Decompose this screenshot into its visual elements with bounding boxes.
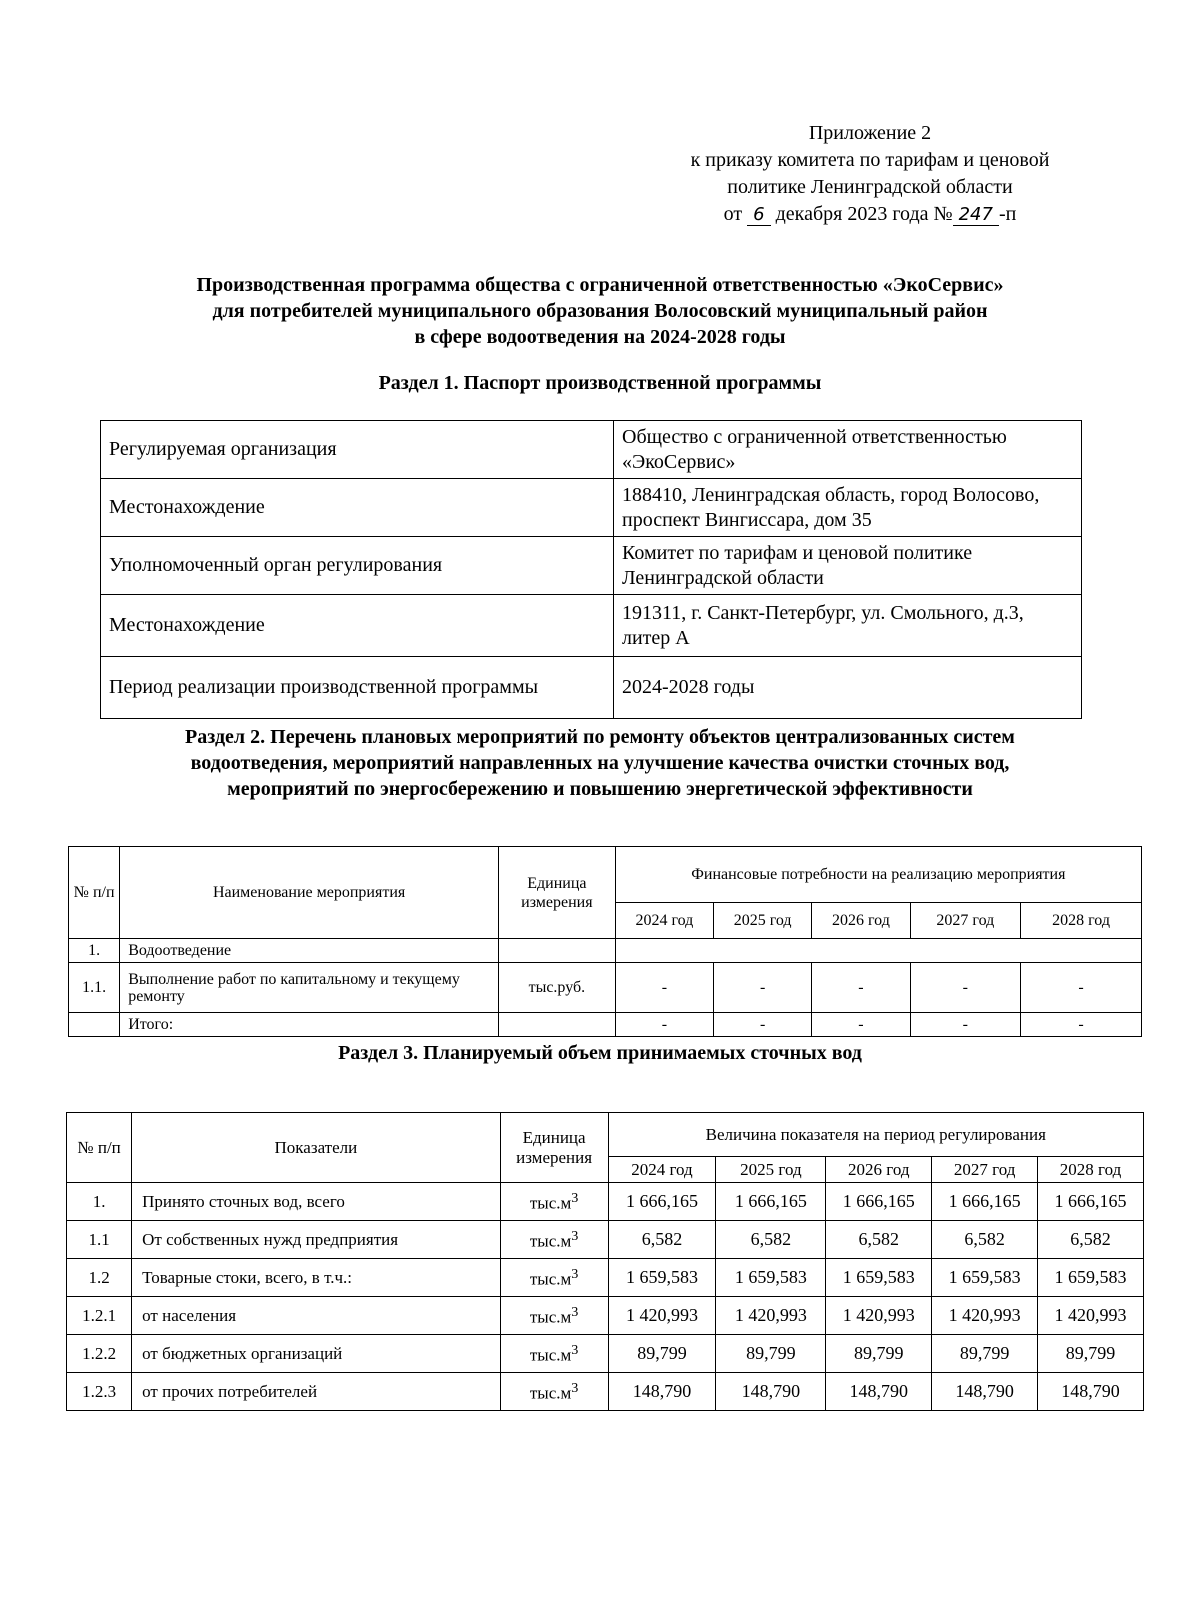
value-cell: - <box>812 1013 910 1037</box>
date-middle: декабря 2023 года № <box>775 203 953 225</box>
year-header: 2025 год <box>714 903 812 939</box>
value-cell: - <box>812 963 910 1013</box>
col-header-indicators: Показатели <box>132 1113 501 1183</box>
unit-base: тыс.м <box>529 1231 572 1251</box>
wastewater-table-body <box>67 1183 1144 1411</box>
title-line-1: Производственная программа общества с ограниченной ответственностью «ЭкоСервис» <box>196 274 1004 296</box>
table-row <box>101 421 1082 479</box>
year-header: 2024 год <box>608 1157 716 1183</box>
row-value: 2024-2028 годы <box>614 657 1082 719</box>
value-cell: 6,582 <box>1038 1221 1144 1259</box>
row-number: 1.2.1 <box>67 1297 132 1335</box>
header-row <box>69 847 1142 903</box>
value-cell: 89,799 <box>716 1335 826 1373</box>
handwritten-order-number: 247 <box>953 205 999 226</box>
section1-heading: Раздел 1. Паспорт производственной программы <box>378 372 822 394</box>
row-number: 1. <box>69 939 120 963</box>
value-cell: 6,582 <box>716 1221 826 1259</box>
value-cell: 6,582 <box>826 1221 932 1259</box>
year-header: 2027 год <box>932 1157 1038 1183</box>
section2-heading <box>60 724 1140 802</box>
section2-heading-line-3: мероприятий по энергосбережению и повышению энергетической эффективности <box>227 778 973 800</box>
unit-exponent: 3 <box>571 1303 579 1320</box>
value-cell: 1 420,993 <box>1038 1297 1144 1335</box>
value-cell: 1 420,993 <box>608 1297 716 1335</box>
value-cell: - <box>714 1013 812 1037</box>
year-header: 2027 год <box>910 903 1021 939</box>
unit-base: тыс.м <box>529 1383 572 1403</box>
row-number: 1.2.3 <box>67 1373 132 1411</box>
table-row <box>69 939 1142 963</box>
value-cell: 148,790 <box>608 1373 716 1411</box>
unit-base: тыс.м <box>529 1269 572 1289</box>
col-header-unit: Единица измерения <box>499 847 616 939</box>
value-cell: - <box>1021 963 1142 1013</box>
year-header: 2024 год <box>615 903 713 939</box>
table-row <box>67 1335 1144 1373</box>
row-name: Выполнение работ по капитальному и текущему ремонту <box>120 963 499 1013</box>
row-label: Местонахождение <box>101 595 614 657</box>
document-title <box>100 272 1100 350</box>
year-header: 2026 год <box>826 1157 932 1183</box>
col-header-name: Наименование мероприятия <box>120 847 499 939</box>
row-label: Период реализации производственной программы <box>101 657 614 719</box>
unit-exponent: 3 <box>571 1189 579 1206</box>
value-cell: 1 659,583 <box>1038 1259 1144 1297</box>
row-value: 188410, Ленинградская область, город Волосово, проспект Вингиссара, дом 35 <box>614 479 1082 537</box>
row-number: 1.1 <box>67 1221 132 1259</box>
date-suffix: -п <box>998 203 1017 225</box>
section2-heading-line-1: Раздел 2. Перечень плановых мероприятий по ремонту объектов централизованных систем <box>185 726 1015 748</box>
value-cell: - <box>615 1013 713 1037</box>
year-header: 2028 год <box>1021 903 1142 939</box>
row-number: 1. <box>67 1183 132 1221</box>
unit-base: тыс.м <box>529 1345 572 1365</box>
unit-exponent: 3 <box>571 1265 579 1282</box>
value-cell: 89,799 <box>932 1335 1038 1373</box>
table-row <box>67 1297 1144 1335</box>
col-header-unit: Единица измерения <box>500 1113 608 1183</box>
value-cell: - <box>714 963 812 1013</box>
total-row <box>69 1013 1142 1037</box>
value-cell: 148,790 <box>932 1373 1038 1411</box>
measures-table <box>68 846 1142 1037</box>
value-cell: 1 420,993 <box>932 1297 1038 1335</box>
value-cell: 89,799 <box>1038 1335 1144 1373</box>
table-row <box>101 657 1082 719</box>
value-cell: 1 420,993 <box>826 1297 932 1335</box>
passport-table <box>100 420 1082 719</box>
value-cell: 1 666,165 <box>932 1183 1038 1221</box>
table-row <box>101 479 1082 537</box>
unit-exponent: 3 <box>571 1227 579 1244</box>
value-cell: 1 666,165 <box>1038 1183 1144 1221</box>
row-name: Принято сточных вод, всего <box>132 1183 501 1221</box>
handwritten-day: 6 <box>747 205 770 226</box>
value-cell: - <box>1021 1013 1142 1037</box>
row-unit <box>500 1297 608 1335</box>
row-value: Общество с ограниченной ответственностью «ЭкоСервис» <box>614 421 1082 479</box>
value-cell: - <box>910 963 1021 1013</box>
row-name: Товарные стоки, всего, в т.ч.: <box>132 1259 501 1297</box>
row-number: 1.2.2 <box>67 1335 132 1373</box>
title-line-2: для потребителей муниципального образования Волосовский муниципальный район <box>212 300 988 322</box>
value-cell: 1 666,165 <box>716 1183 826 1221</box>
unit-base: тыс.м <box>529 1307 572 1327</box>
value-cell: 1 420,993 <box>716 1297 826 1335</box>
value-cell: 148,790 <box>1038 1373 1144 1411</box>
unit-exponent: 3 <box>571 1379 579 1396</box>
title-line-3: в сфере водоотведения на 2024-2028 годы <box>414 326 786 348</box>
appendix-line-2: к приказу комитета по тарифам и ценовой <box>690 149 1050 171</box>
table-row <box>67 1373 1144 1411</box>
row-name: Водоотведение <box>120 939 499 963</box>
value-cell: 1 659,583 <box>826 1259 932 1297</box>
year-header: 2028 год <box>1038 1157 1144 1183</box>
date-prefix: от <box>723 203 743 225</box>
value-cell: 1 666,165 <box>826 1183 932 1221</box>
value-cell: 1 659,583 <box>608 1259 716 1297</box>
table-row <box>101 537 1082 595</box>
row-name: от бюджетных организаций <box>132 1335 501 1373</box>
value-cell: - <box>910 1013 1021 1037</box>
row-name: от населения <box>132 1297 501 1335</box>
row-unit: тыс.руб. <box>499 963 616 1013</box>
value-cell: 6,582 <box>608 1221 716 1259</box>
appendix-header <box>640 120 1100 228</box>
row-unit <box>500 1221 608 1259</box>
value-cell: 1 659,583 <box>932 1259 1038 1297</box>
row-label: Уполномоченный орган регулирования <box>101 537 614 595</box>
row-value: Комитет по тарифам и ценовой политике Ленинградской области <box>614 537 1082 595</box>
value-cell: 1 659,583 <box>716 1259 826 1297</box>
row-unit <box>500 1373 608 1411</box>
row-value: 191311, г. Санкт-Петербург, ул. Смольного, д.3, литер А <box>614 595 1082 657</box>
appendix-title: Приложение 2 <box>808 122 932 144</box>
value-cell: 6,582 <box>932 1221 1038 1259</box>
table-row <box>67 1221 1144 1259</box>
year-header: 2026 год <box>812 903 910 939</box>
col-header-financial-needs: Финансовые потребности на реализацию мероприятия <box>615 847 1141 903</box>
table-row <box>69 963 1142 1013</box>
row-name: от прочих потребителей <box>132 1373 501 1411</box>
table-row <box>101 595 1082 657</box>
value-cell: - <box>615 963 713 1013</box>
row-number: 1.2 <box>67 1259 132 1297</box>
unit-exponent: 3 <box>571 1341 579 1358</box>
appendix-line-3: политике Ленинградской области <box>727 176 1013 198</box>
row-name: От собственных нужд предприятия <box>132 1221 501 1259</box>
table-row <box>67 1183 1144 1221</box>
year-header: 2025 год <box>716 1157 826 1183</box>
table-row <box>67 1259 1144 1297</box>
row-number: 1.1. <box>69 963 120 1013</box>
appendix-date-line <box>640 201 1100 228</box>
row-unit <box>500 1335 608 1373</box>
section2-heading-line-2: водоотведения, мероприятий направленных на улучшение качества очистки сточных вод, <box>190 752 1010 774</box>
row-label: Местонахождение <box>101 479 614 537</box>
col-header-number: № п/п <box>69 847 120 939</box>
value-cell: 1 666,165 <box>608 1183 716 1221</box>
col-header-number: № п/п <box>67 1113 132 1183</box>
section3-heading: Раздел 3. Планируемый объем принимаемых сточных вод <box>338 1042 862 1064</box>
row-unit <box>500 1183 608 1221</box>
value-cell: 89,799 <box>608 1335 716 1373</box>
wastewater-volume-table <box>66 1112 1144 1411</box>
header-row <box>67 1113 1144 1157</box>
value-cell: 89,799 <box>826 1335 932 1373</box>
col-header-indicator-value: Величина показателя на период регулирования <box>608 1113 1143 1157</box>
row-unit <box>500 1259 608 1297</box>
value-cell: 148,790 <box>826 1373 932 1411</box>
row-label: Регулируемая организация <box>101 421 614 479</box>
total-label: Итого: <box>120 1013 499 1037</box>
value-cell: 148,790 <box>716 1373 826 1411</box>
unit-base: тыс.м <box>529 1193 572 1213</box>
